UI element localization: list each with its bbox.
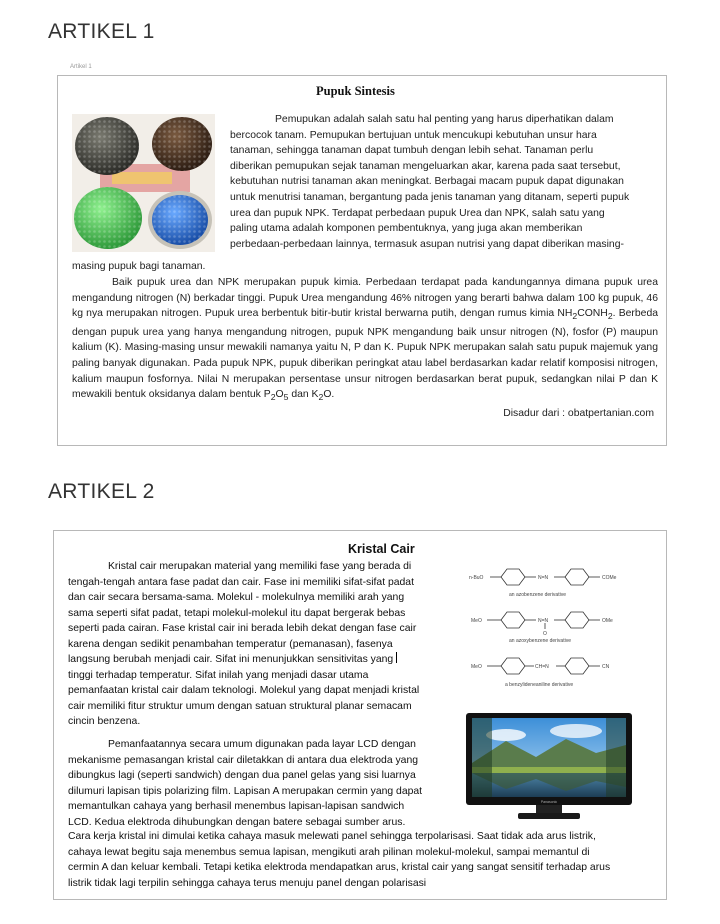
text-line: dan cair secara bersama-sama. Molekul - molekulnya memiliki arah yang xyxy=(68,592,405,603)
text-line: LCD. Kedua elektroda dihubungkan dengan batere sebagai sumber arus. xyxy=(68,816,406,828)
text-line: untuk menutrisi tanaman, bergantung pada jenis tanaman yang ditanam, seperti pupuk xyxy=(230,191,630,203)
text-cursor xyxy=(396,652,397,663)
text-line: pemanfaatan kristal cair dalam teknologi. Molekul yang dapat menjadi kristal xyxy=(68,685,420,696)
mol2-link-label: N=N xyxy=(538,618,549,624)
text-line: listrik tidak lagi terpilin sehingga cahaya terus menuju panel dengan polarisasi xyxy=(68,877,427,889)
text-line: cair memiliki fitur struktur umum dengan satuan struktural planar semacam xyxy=(68,700,412,712)
text-line: perbedaan-perbedaan lainnya, termasuk asupan nutrisi yang dapat diberikan masing- xyxy=(230,238,624,250)
text-line: dilumuri lapisan tipis polarizing film. Lapisan A merupakan cermin yang dapat xyxy=(68,785,423,797)
article-2-paragraph-3 xyxy=(68,829,658,891)
text-line: tinggi terhadap temperatur. Sifat inilah yang menjadi dasar utama xyxy=(68,669,369,681)
mol2-caption: an azoxybenzene derivative xyxy=(509,638,571,644)
text-line: seperti pada cairan. Fase kristal cair ini berada lebih dekat dengan fase cair xyxy=(68,623,417,634)
liquid-crystal-molecules-diagram xyxy=(465,560,655,700)
article-1-paragraph-1 xyxy=(230,112,656,252)
text-line: bercocok tanam. Pemupukan bertujuan untuk mencukupi kebutuhan unsur hara xyxy=(230,129,597,141)
text-line: masing pupuk bagi tanaman. xyxy=(72,261,206,272)
article-2-heading: ARTIKEL 2 xyxy=(48,480,155,503)
article-1-source: Disadur dari : obatpertanian.com xyxy=(503,408,654,419)
text-line: sama seperti sifat padat, tetapi molekul-molekul itu dapat bergerak bebas xyxy=(68,607,406,619)
article-2-title: Kristal Cair xyxy=(348,542,415,556)
text-line: cahaya lewat begitu saja menembus semua lapisan, mengikuti arah pilinan molekul-molekul, sampai memantul di xyxy=(68,846,590,858)
mol3-left-label: MeO xyxy=(471,664,482,670)
article-1-ghost-caption: Artikel 1 xyxy=(70,64,92,70)
text-line: karena dengan sedikit penambahan temperatur (pemanasan), fasenya xyxy=(68,638,393,650)
mol1-right-label: COMe xyxy=(602,575,617,581)
text-line: memantulkan cahaya yang berhasil menembus lapisan-lapisan sandwich xyxy=(68,801,405,812)
para2-text-rest: . Berbeda dengan pupuk urea yang hanya mengandung nitrogen, pupuk NPK mengandung baik unsur nitrogen (N), fosfor (P) maupun kalium (K). Masing-masing unsur mewakili namanya yaitu N, P dan K. Pupuk NPK merupakan salah satu pupuk majemuk yang paling banyak digunakan. Pada pupuk NPK, pupuk diberikan peringkat atau label berdasarkan kadar relatif komposisi nitrogen, kalium maupun fosfornya. Nilai N merupakan persentase unsur nitrogen berdasarkan berat pupuk, sedangkan nilai P dan K mewakili bentuk oksidanya dalam bentuk P xyxy=(72,308,659,401)
article-1-paragraph-2: Baik pupuk urea dan NPK merupakan pupuk kimia. Perbedaan terdapat pada kandungannya dimana pupuk urea mengandung nitrogen (N) berkadar tinggi. Pupuk Urea mengandung 46% nitrogen yang berarti bahwa dalam 100 kg pupuk, 46 kg nya merupakan nitrogen. Pupuk urea berbentuk bitir-butir kristal berwarna putih, dengan rumus kimia $NH_2CONH_2$. Berbeda dengan pupuk urea yang hanya mengandung nitrogen, pupuk NPK mengandung baik unsur nitrogen (N), fosfor (P) maupun kalium (K). Masing-masing unsur mewakili namanya yaitu N, P dan K. Pupuk NPK merupakan salah satu pupuk majemuk yang paling banyak digunakan. Pada pupuk NPK, pupuk diberikan peringkat atau label berdasarkan kadar relatif komposisi nitrogen, kalium maupun fosfornya. Nilai N merupakan persentase unsur nitrogen berdasarkan berat pupuk, sedangkan nilai P dan K mewakili bentuk oksidanya dalam bentuk $P_2O_5$ dan $K_2O$. xyxy=(72,277,659,403)
text-line: kebutuhan nutrisi tanaman akan meningkat. Berbagai macam pupuk dapat digunakan xyxy=(230,176,624,188)
formula-k2o-sub: 2 xyxy=(318,392,324,403)
text-line: cincin benzena. xyxy=(68,716,141,727)
mol2-oxygen-label: O xyxy=(543,631,547,637)
article-2-paragraph-2 xyxy=(68,737,460,830)
text-line: cermin A dan keluar kembali. Tetapi ketika elektroda mendapatkan arus, kristal cair yang sangat sensitif terhadap arus xyxy=(68,862,611,873)
para2-text: Baik pupuk urea dan NPK merupakan pupuk kimia. Perbedaan terdapat pada kandungannya dimana pupuk urea mengandung nitrogen (N) berkadar tinggi. Pupuk Urea mengandung 46% nitrogen yang berarti bahwa dalam 100 kg pupuk, 46 kg nya merupakan nitrogen. Pupuk urea berbentuk bitir-butir kristal berwarna putih, dengan rumus kimia xyxy=(72,277,658,320)
mol1-left-label: n-BuO xyxy=(469,575,484,581)
text-line: Pemanfaatannya secara umum digunakan pada layar LCD dengan xyxy=(108,739,416,750)
article-1-title: Pupuk Sintesis xyxy=(316,84,395,98)
formula-urea: $NH_2CONH_2$ xyxy=(557,308,613,322)
mol1-caption: an azobenzene derivative xyxy=(509,592,566,598)
text-line: tanaman, sehingga tanaman dapat tumbuh dengan lebih sehat. Tanaman perlu xyxy=(230,145,594,157)
mol3-link-label: CH=N xyxy=(535,664,549,670)
text-line: mekanisme pemasangan kristal cair diletakkan di antara dua elektroda yang xyxy=(68,754,419,766)
text-line: Kristal cair merupakan material yang memiliki fase yang berada di xyxy=(108,561,412,572)
text-line: diberikan pemupukan sejak tanaman mengeluarkan akar, karena pada saat tersebut, xyxy=(230,160,621,172)
tv-brand-label: Panasonic xyxy=(540,800,558,804)
mol3-right-label: CN xyxy=(602,664,610,670)
text-line: Pemupukan adalah salah satu hal penting yang harus diperhatikan dalam xyxy=(275,114,614,125)
fertilizer-pellets-image xyxy=(72,114,215,252)
text-line: langsung berubah menjadi cair. Sifat ini menunjukkan sensitivitas yang xyxy=(68,652,460,668)
lcd-tv-image xyxy=(466,713,632,821)
article-1-paragraph-1-end xyxy=(72,259,656,275)
text-line: dibungkus lagi (seperti sandwich) dengan dua panel gelas yang sisi luarnya xyxy=(68,770,416,781)
mol2-left-label: MeO xyxy=(471,618,482,624)
article-2-paragraph-1 xyxy=(68,559,460,730)
text-line: urea dan pupuk NPK. Terdapat perbedaan pupuk Urea dan NPK, salah satu yang xyxy=(230,207,605,219)
text-line: paling utama adalah komponen pembentuknya, yang juga akan memberikan xyxy=(230,223,583,235)
mol2-right-label: OMe xyxy=(602,618,613,624)
article-1-heading: ARTIKEL 1 xyxy=(48,20,155,43)
mol3-caption: a benzylideneaniline derivative xyxy=(505,682,574,688)
text-line: tengah-tengah antara fase padat dan cair. Fase ini memiliki sifat-sifat padat xyxy=(68,576,414,588)
text-line: Cara kerja kristal ini dimulai ketika cahaya masuk melewati panel sehingga terpolarisasi. Saat tidak ada arus listrik, xyxy=(68,831,596,842)
formula-p2o5-sub: 2 xyxy=(270,392,276,403)
mol1-link-label: N=N xyxy=(538,575,549,581)
